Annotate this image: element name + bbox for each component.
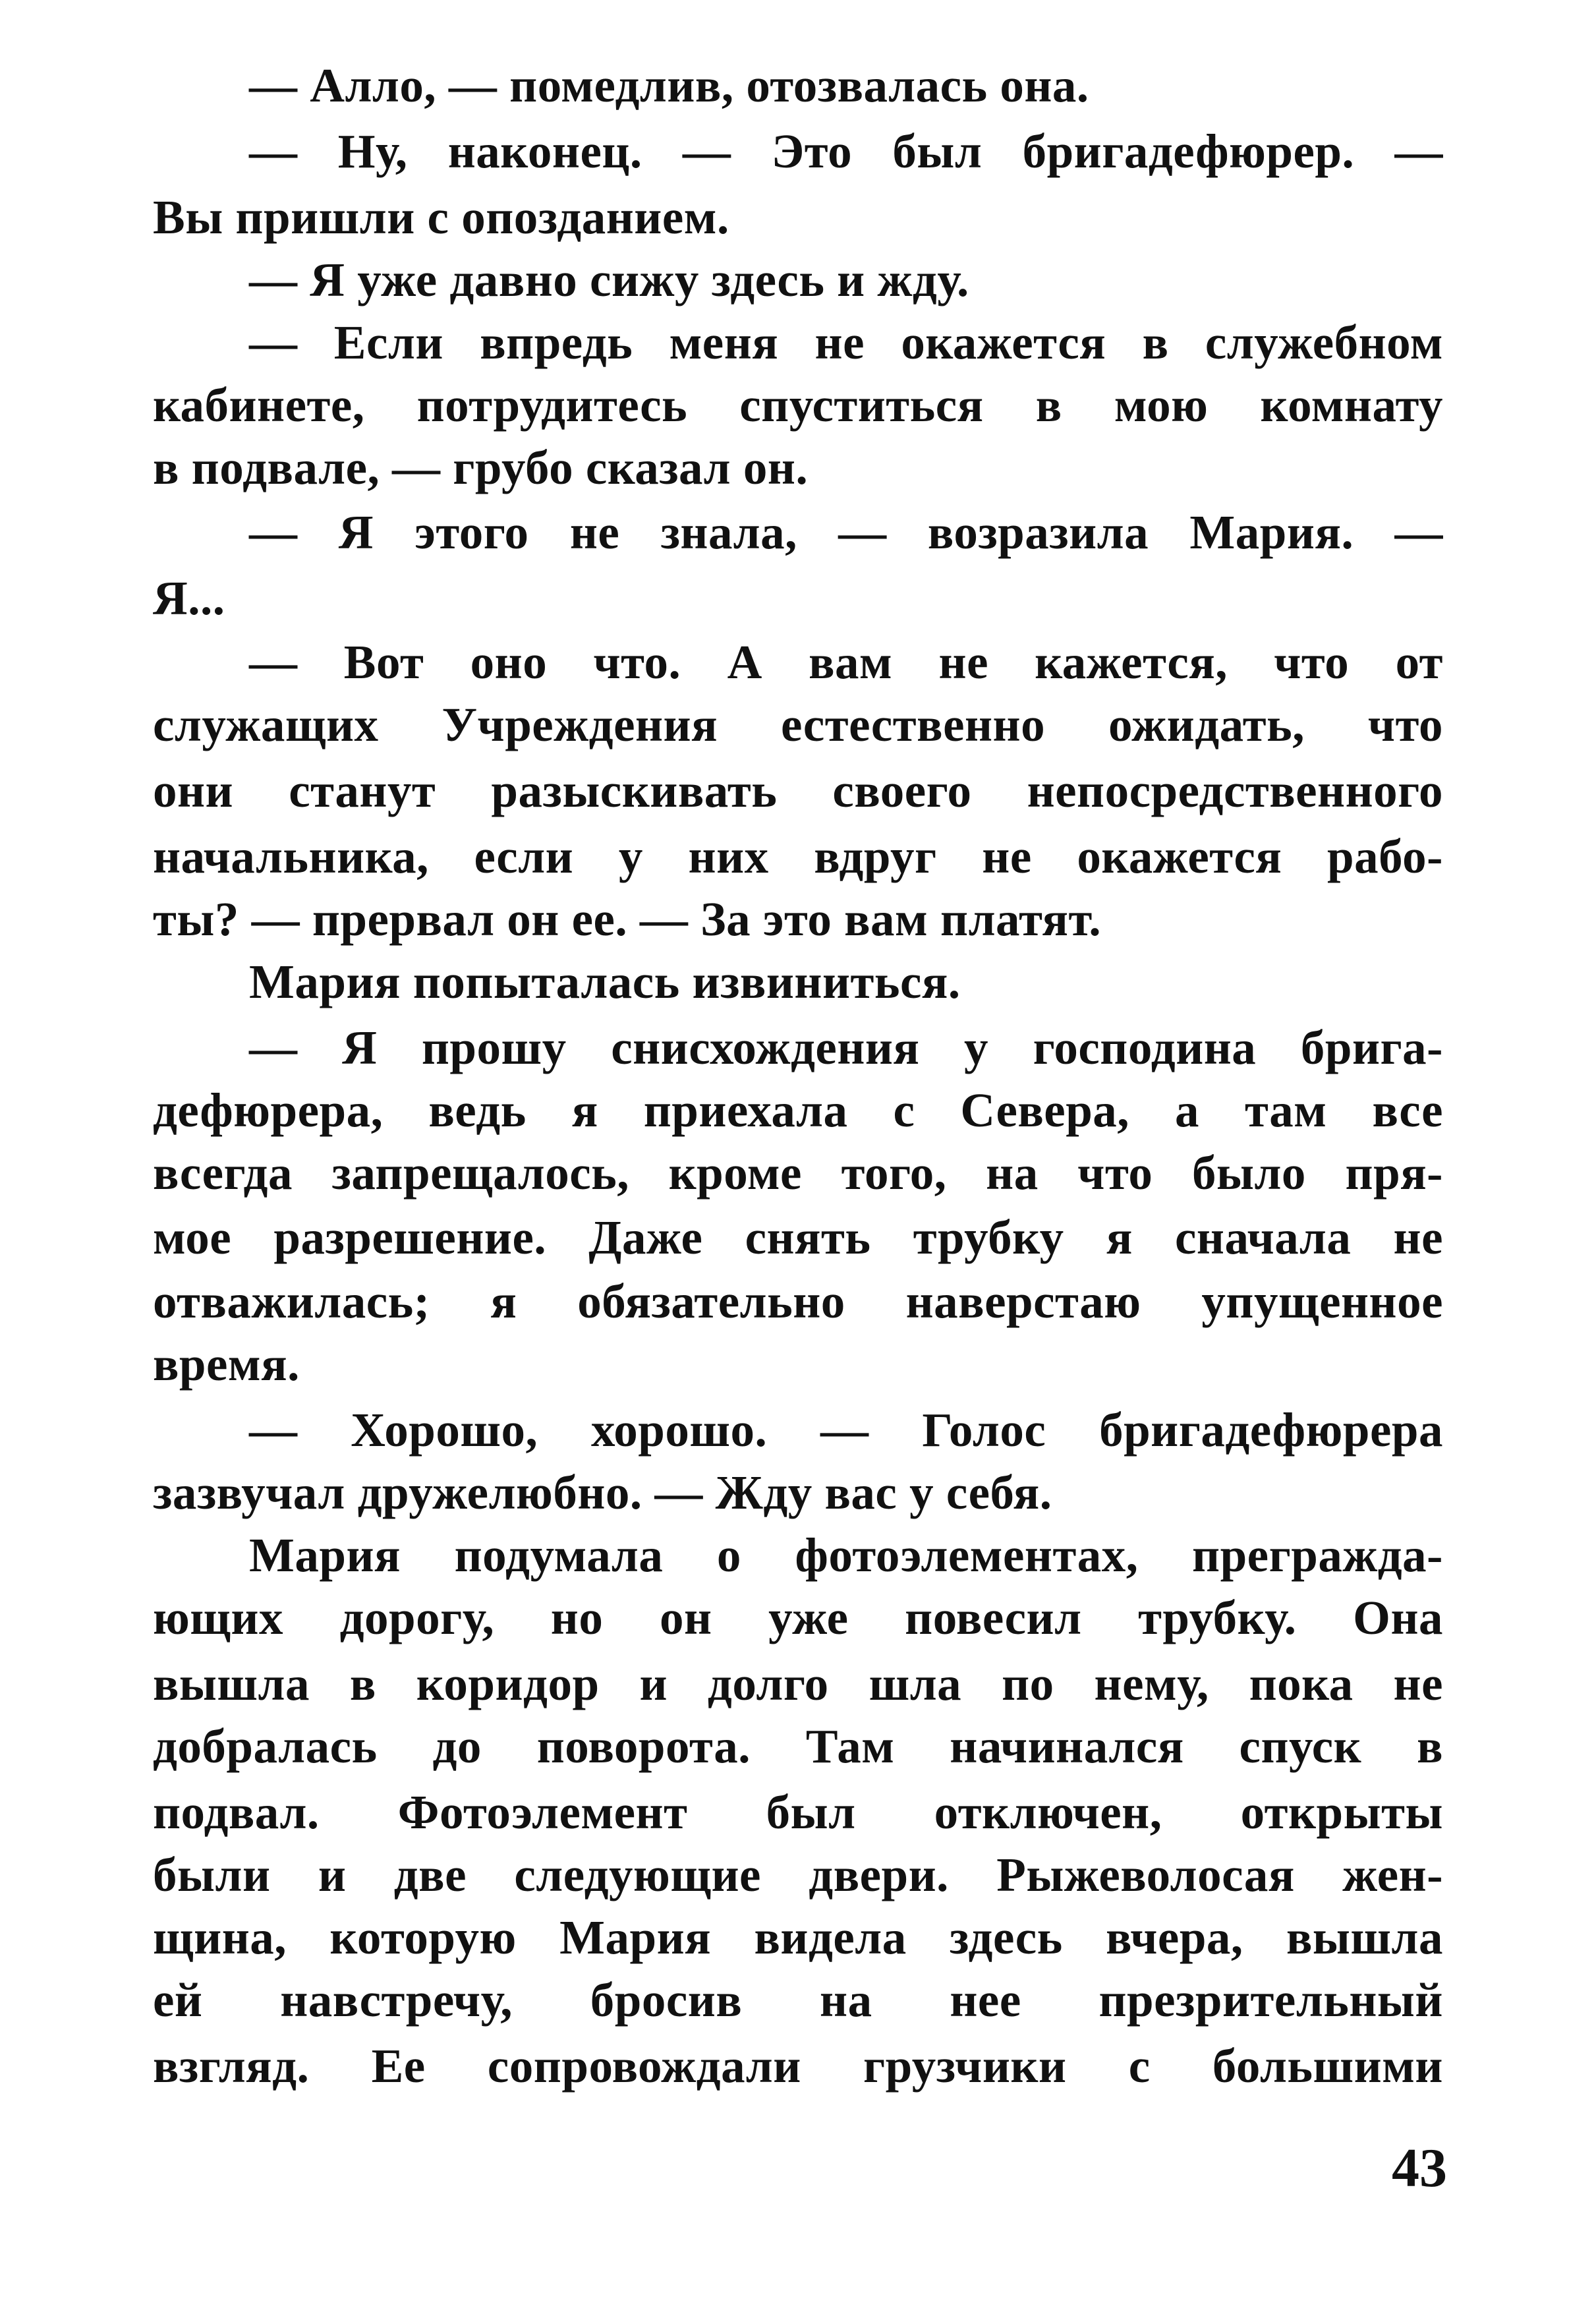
text-line: мое разрешение. Даже снять трубку я сначала не xyxy=(153,1211,1443,1264)
text-line: Вы пришли с опозданием. xyxy=(153,190,729,244)
text-line: Мария подумала о фотоэлементах, преграждa- xyxy=(249,1528,1443,1582)
text-line: — Вот оно что. А вам не кажется, что от xyxy=(249,635,1443,689)
text-line: — Алло, — помедлив, отозвалась она. xyxy=(249,59,1089,112)
text-line: — Я этого не знала, — возразила Мария. — xyxy=(249,506,1443,559)
text-line: ющих дорогу, но он уже повесил трубку. Она xyxy=(153,1591,1443,1644)
text-line: ты? — прервал он ее. — За это вам платят. xyxy=(153,892,1102,946)
text-line: взгляд. Ее сопровождали грузчики с большими xyxy=(153,2039,1443,2093)
text-line: были и две следующие двери. Рыжеволосая жен- xyxy=(153,1848,1443,1901)
text-line: зазвучал дружелюбно. — Жду вас у себя. xyxy=(153,1466,1052,1519)
text-line: щина, которую Мария видела здесь вчера, вышла xyxy=(153,1911,1443,1964)
text-line: всегда запрещалось, кроме того, на что было пря- xyxy=(153,1146,1443,1200)
text-line: в подвале, — грубо сказал он. xyxy=(153,441,809,494)
text-line: ей навстречу, бросив на нее презрительный xyxy=(153,1973,1443,2027)
text-line: — Я прошу снисхождения у господина бригa- xyxy=(249,1021,1443,1074)
page-number: 43 xyxy=(1392,2137,1447,2199)
text-line: — Ну, наконец. — Это был бригадефюрер. — xyxy=(249,125,1443,178)
text-line: дефюрера, ведь я приехала с Севера, а там все xyxy=(153,1084,1443,1137)
text-line: они станут разыскивать своего непосредственного xyxy=(153,764,1443,817)
text-line: Мария попыталась извиниться. xyxy=(249,955,961,1008)
text-line: добралась до поворота. Там начинался спуск в xyxy=(153,1720,1443,1773)
text-line: вышла в коридор и долго шла по нему, пока не xyxy=(153,1657,1443,1710)
text-line: Я... xyxy=(153,571,225,625)
text-line: служащих Учреждения естественно ожидать, что xyxy=(153,698,1443,751)
text-line: кабинете, потрудитесь спуститься в мою комнату xyxy=(153,378,1443,432)
text-line: — Хорошо, хорошо. — Голос бригадефюрера xyxy=(249,1403,1443,1457)
text-line: отважилась; я обязательно наверстаю упущенное xyxy=(153,1275,1443,1328)
text-line: — Я уже давно сижу здесь и жду. xyxy=(249,253,969,306)
text-line: время. xyxy=(153,1337,300,1391)
text-line: начальника, если у них вдруг не окажется рабо- xyxy=(153,830,1443,883)
text-line: — Если впредь меня не окажется в служебном xyxy=(249,316,1443,369)
text-line: подвал. Фотоэлемент был отключен, открыты xyxy=(153,1785,1443,1839)
